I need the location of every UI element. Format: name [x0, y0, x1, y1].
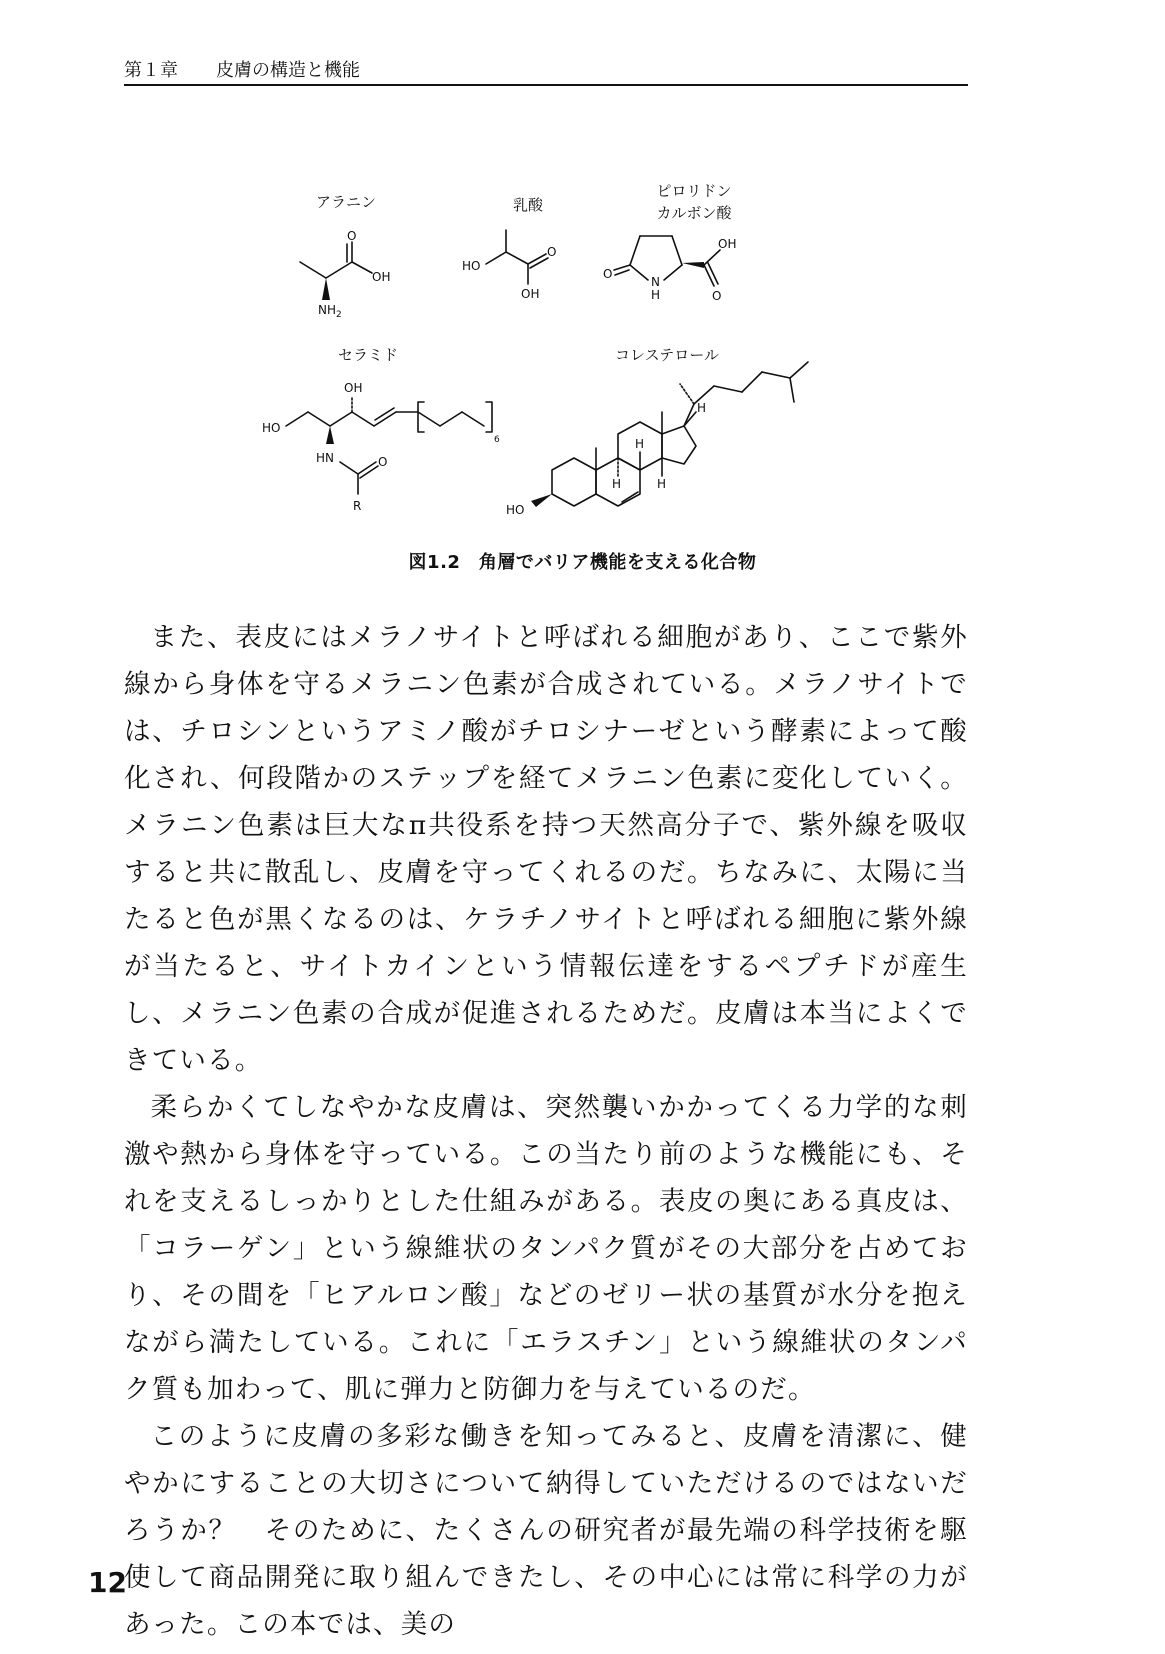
- svg-text:H: H: [612, 477, 622, 491]
- lactic-acid-label: 乳酸: [512, 196, 544, 214]
- chapter-number: 第１章: [124, 60, 178, 81]
- svg-text:R: R: [353, 499, 362, 513]
- paragraph: このように皮膚の多彩な働きを知ってみると、皮膚を清潔に、健やかにすることの大切さについて納得していただけるのではないだろうか？ そのために、たくさんの研究者が最先端の科学技術を駆使して商品開発に取り組んできたし、その中心には常に科学の力があった。この本では、美の: [124, 1421, 968, 1640]
- svg-text:6: 6: [494, 435, 500, 445]
- ceramide-structure: [262, 381, 500, 513]
- paragraph: 柔らかくてしなやかな皮膚は、突然襲いかかってくる力学的な刺激や熱から身体を守っている。この当たり前のような機能にも、それを支えるしっかりとした仕組みがある。表皮の奥にある真皮は、「コラーゲン」という線維状のタンパク質がその大部分を占めており、その間を「ヒアルロン酸」などのゼリー状の基質が水分を抱えながら満たしている。これに「エラスチン」という線維状のタンパク質も加わって、肌に弾力と防御力を与えているのだ。: [124, 1092, 968, 1405]
- svg-text:HO: HO: [506, 503, 525, 517]
- svg-text:O: O: [347, 229, 357, 243]
- svg-text:O: O: [378, 455, 388, 469]
- svg-text:NH2: $NH_2$: [318, 303, 342, 320]
- cholesterol-structure: [506, 362, 808, 517]
- svg-text:OH: OH: [372, 270, 391, 284]
- svg-text:H: H: [651, 288, 661, 302]
- svg-text:H: H: [657, 477, 667, 491]
- svg-text:HN: HN: [316, 451, 334, 465]
- svg-text:H: H: [697, 401, 707, 415]
- pca-label-line2: カルボン酸: [656, 204, 732, 222]
- alanine-structure: [300, 229, 390, 320]
- pca-label-line1: ピロリドン: [656, 182, 732, 200]
- pca-structure: [603, 236, 736, 303]
- svg-text:OH: OH: [344, 381, 363, 395]
- svg-text:N: N: [651, 275, 660, 289]
- svg-text:O: O: [603, 267, 613, 281]
- svg-text:H: H: [635, 437, 645, 451]
- ceramide-label: セラミド: [337, 346, 399, 364]
- cholesterol-label: コレステロール: [615, 346, 719, 364]
- paragraph: また、表皮にはメラノサイトと呼ばれる細胞があり、ここで紫外線から身体を守るメラニン色素が合成されている。メラノサイトでは、チロシンというアミノ酸がチロシナーゼという酵素によって酸化され、何段階かのステップを経てメラニン色素に変化していく。メラニン色素は巨大なπ共役系を持つ天然高分子で、紫外線を吸収すると共に散乱し、皮膚を守ってくれるのだ。ちなみに、太陽に当たると色が黒くなるのは、ケラチノサイトと呼ばれる細胞に紫外線が当たると、サイトカインという情報伝達をするペプチドが産生し、メラニン色素の合成が促進されるためだ。皮膚は本当によくできている。: [124, 622, 968, 1076]
- svg-text:O: O: [712, 289, 722, 303]
- figure-caption: 図1.2 角層でバリア機能を支える化合物: [408, 552, 757, 573]
- page-number: 12: [88, 1566, 127, 1599]
- svg-text:OH: OH: [521, 287, 540, 301]
- chapter-title: 皮膚の構造と機能: [216, 60, 360, 81]
- lactic-acid-structure: [462, 230, 556, 301]
- running-header: [124, 52, 968, 86]
- body-text: [124, 614, 968, 1648]
- svg-text:OH: OH: [718, 237, 737, 251]
- svg-text:HO: HO: [462, 259, 481, 273]
- alanine-label: アラニン: [315, 193, 377, 211]
- svg-text:O: O: [547, 245, 557, 259]
- svg-text:HO: HO: [262, 421, 281, 435]
